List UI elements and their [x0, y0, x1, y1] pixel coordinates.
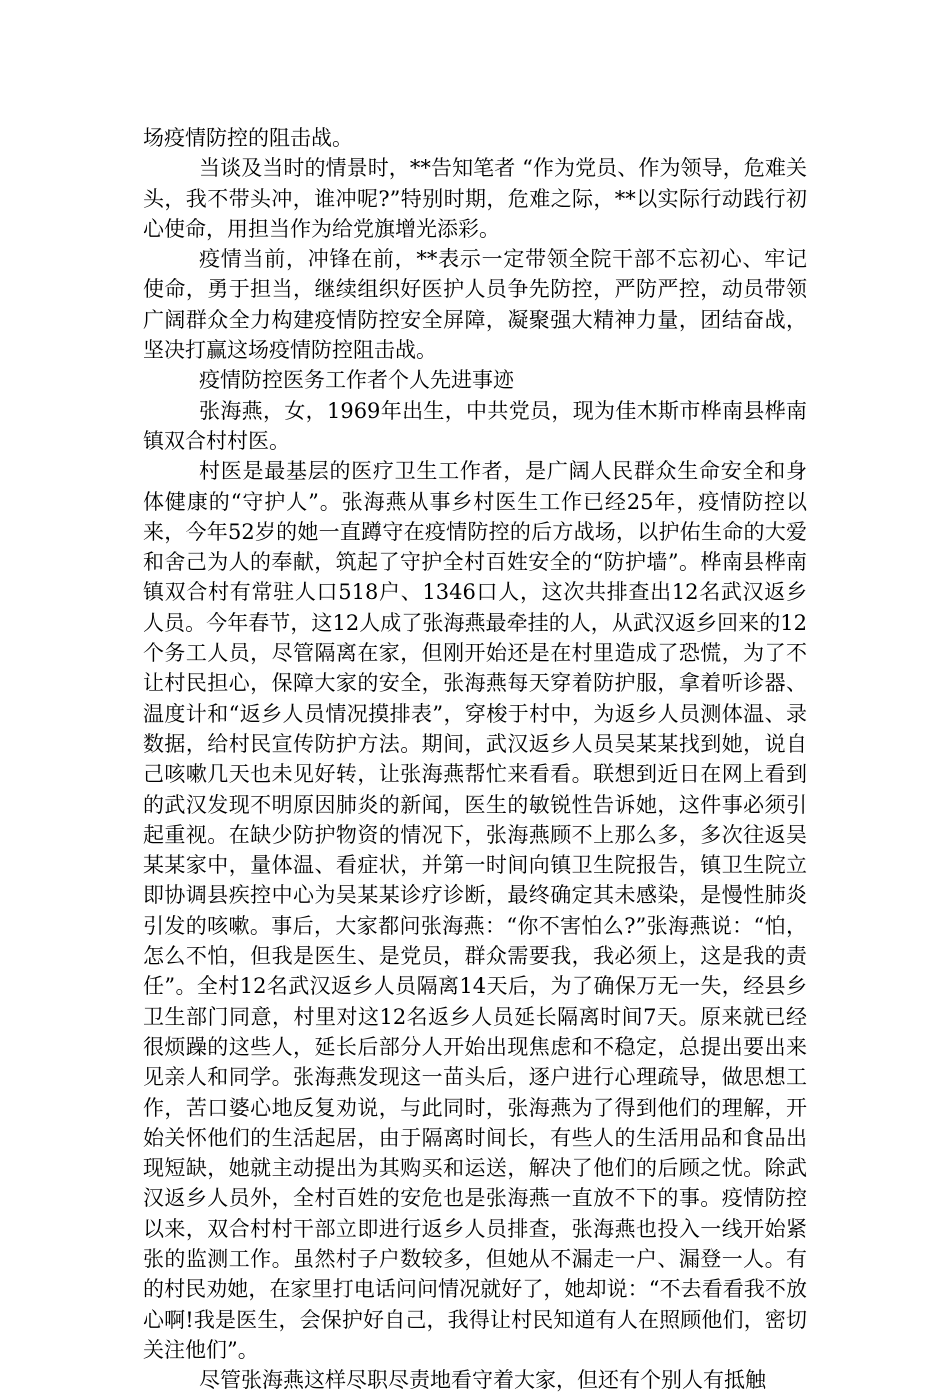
paragraph-commitment: 疫情当前，冲锋在前，**表示一定带领全院干部不忘初心、牢记使命，勇于担当，继续组织好医护人员争先防控，严防严控，动员带领广阔群众全力构建疫情防控安全屏障，凝聚强大精神力量，团结奋战，坚决打赢这场疫情防控阻击战。 — [143, 247, 807, 363]
paragraph-closing-fragment: 尽管张海燕这样尽职尽责地看守着大家，但还有个别人有抵触 — [199, 1368, 766, 1393]
paragraph-profile: 张海燕，女，1969年出生，中共党员，现为佳木斯市桦南县桦南镇双合村村医。 — [143, 398, 807, 453]
document-page — [143, 123, 807, 1395]
section-heading: 疫情防控医务工作者个人先进事迹 — [199, 368, 514, 393]
paragraph-leader-quote: 当谈及当时的情景时，**告知笔者 “作为党员、作为领导，危难关头，我不带头冲，谁冲呢?”特别时期，危难之际，**以实际行动践行初心使命，用担当作为给党旗增光添彩。 — [143, 156, 807, 241]
paragraph-continuation: 场疫情防控的阻击战。 — [143, 126, 353, 150]
paragraph-story: 村医是最基层的医疗卫生工作者，是广阔人民群众生命安全和身体健康的“守护人”。张海燕从事乡村医生工作已经25年，疫情防控以来，今年52岁的她一直蹲守在疫情防控的后方战场，以护佑生命的大爱和舍己为人的奉献，筑起了守护全村百姓安全的“防护墙”。桦南县桦南镇双合村有常驻人口518户、1346口人，这次共排查出12名武汉返乡人员。今年春节，这12人成了张海燕最牵挂的人，从武汉返乡回来的12个务工人员，尽管隔离在家，但刚开始还是在村里造成了恐慌，为了不让村民担心，保障大家的安全，张海燕每天穿着防护服，拿着听诊器、温度计和“返乡人员情况摸排表”，穿梭于村中，为返乡人员测体温、录数据，给村民宣传防护方法。期间，武汉返乡人员吴某某找到她，说自己咳嗽几天也未见好转，让张海燕帮忙来看看。联想到近日在网上看到的武汉发现不明原因肺炎的新闻，医生的敏锐性告诉她，这件事必须引起重视。在缺少防护物资的情况下，张海燕顾不上那么多，多次往返吴某某家中，量体温、看症状，并第一时间向镇卫生院报告，镇卫生院立即协调县疾控中心为吴某某诊疗诊断，最终确定其未感染，是慢性肺炎引发的咳嗽。事后，大家都问张海燕：“你不害怕么?”张海燕说：“怕，怎么不怕，但我是医生、是党员，群众需要我，我必须上，这是我的责任”。全村12名武汉返乡人员隔离14天后，为了确保万无一失，经县乡卫生部门同意，村里对这12名返乡人员延长隔离时间7天。原来就已经很烦躁的这些人，延长后部分人开始出现焦虑和不稳定，总提出要出来见亲人和同学。张海燕发现这一苗头后，逐户进行心理疏导，做思想工作，苦口婆心地反复劝说，与此同时，张海燕为了得到他们的理解，开始关怀他们的生活起居，由于隔离时间长，有些人的生活用品和食品出现短缺，她就主动提出为其购买和运送，解决了他们的后顾之忧。除武汉返乡人员外，全村百姓的安危也是张海燕一直放不下的事。疫情防控以来，双合村村干部立即进行返乡人员排查，张海燕也投入一线开始紧张的监测工作。虽然村子户数较多，但她从不漏走一户、漏登一人。有的村民劝她，在家里打电话问问情况就好了，她却说：“不去看看我不放心啊!我是医生，会保护好自己，我得让村民知道有人在照顾他们，密切关注他们”。 — [143, 459, 807, 1362]
